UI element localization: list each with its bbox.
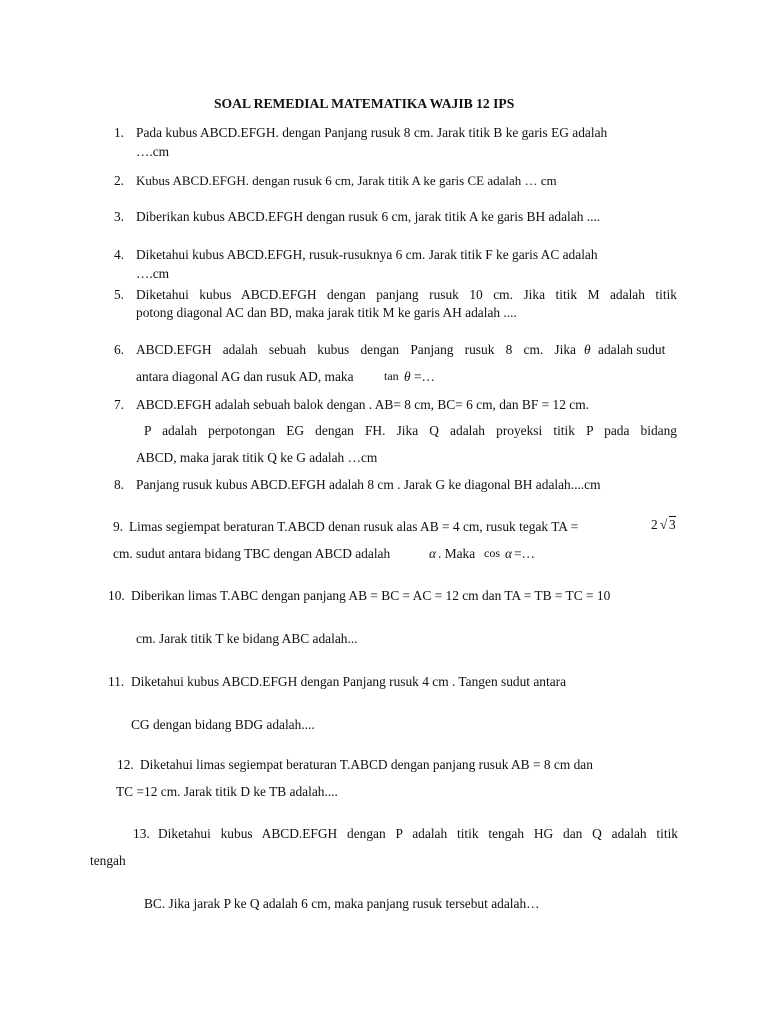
q9-radicand: 3: [669, 517, 676, 532]
q7-line2: P adalah perpotongan EG dengan FH. Jika Q adalah proyeksi titik P pada bidang: [144, 423, 677, 438]
q1-line2: ….cm: [136, 144, 170, 159]
q9-alpha-2: α: [505, 546, 513, 561]
q10-number: 10.: [108, 588, 125, 603]
q2-line1: Kubus ABCD.EFGH. dengan rusuk 6 cm, Jarak titik A ke garis CE adalah … cm: [136, 173, 557, 188]
q5-number: 5.: [113, 287, 124, 302]
q8-line1: Panjang rusuk kubus ABCD.EFGH adalah 8 cm . Jarak G ke diagonal BH adalah....cm: [136, 477, 601, 492]
q9-line1: Limas segiempat beraturan T.ABCD denan rusuk alas AB = 4 cm, rusuk tegak TA =: [129, 519, 579, 534]
q6-tan: tan: [384, 369, 399, 383]
q5-line1: Diketahui kubus ABCD.EFGH dengan panjang rusuk 10 cm. Jika titik M adalah titik: [136, 287, 677, 302]
q6-line1: ABCD.EFGH adalah sebuah kubus dengan Panjang rusuk 8 cm. Jika: [136, 342, 576, 357]
q9-alpha: α: [429, 546, 437, 561]
q11-line1: Diketahui kubus ABCD.EFGH dengan Panjang rusuk 4 cm . Tangen sudut antara: [131, 674, 567, 689]
theta-symbol: θ: [584, 342, 591, 357]
q8-number: 8.: [113, 477, 124, 492]
q6-line1-end: adalah sudut: [598, 342, 666, 357]
q1-line1: Pada kubus ABCD.EFGH. dengan Panjang rusuk 8 cm. Jarak titik B ke garis EG adalah: [136, 125, 608, 140]
q13-number: 13.: [133, 826, 150, 841]
q10-line2: cm. Jarak titik T ke bidang ABC adalah...: [136, 631, 358, 646]
q12-number: 12.: [117, 757, 134, 772]
q10-line1: Diberikan limas T.ABC dengan panjang AB = BC = AC = 12 cm dan TA = TB = TC = 10: [131, 588, 611, 603]
q4-line1: Diketahui kubus ABCD.EFGH, rusuk-rusuknya 6 cm. Jarak titik F ke garis AC adalah: [136, 247, 598, 262]
q5-line2: potong diagonal AC dan BD, maka jarak titik M ke garis AH adalah ....: [136, 305, 517, 320]
q6-theta: θ: [404, 369, 411, 384]
q3-number: 3.: [113, 209, 124, 224]
q12-line1: Diketahui limas segiempat beraturan T.ABCD dengan panjang rusuk AB = 8 cm dan: [140, 757, 593, 772]
q4-number: 4.: [113, 247, 124, 262]
q13-line1: Diketahui kubus ABCD.EFGH dengan P adalah titik tengah HG dan Q adalah titik: [158, 826, 678, 841]
q1-number: 1.: [113, 125, 124, 140]
q7-line3: ABCD, maka jarak titik Q ke G adalah …cm: [136, 450, 378, 465]
q3-line1: Diberikan kubus ABCD.EFGH dengan rusuk 6 cm, jarak titik A ke garis BH adalah ....: [136, 209, 601, 224]
document-title: SOAL REMEDIAL MATEMATIKA WAJIB 12 IPS: [214, 96, 515, 111]
q9-coefficient: 2: [651, 517, 658, 532]
q11-line2: CG dengan bidang BDG adalah....: [131, 717, 315, 732]
q6-line2: antara diagonal AG dan rusuk AD, maka: [136, 369, 354, 384]
q4-line2: ….cm: [136, 266, 170, 281]
sqrt-symbol: √: [660, 517, 668, 532]
q13-line2: tengah: [90, 853, 126, 868]
q9-line2: cm. sudut antara bidang TBC dengan ABCD adalah: [113, 546, 391, 561]
q9-number: 9.: [113, 519, 124, 534]
q6-number: 6.: [113, 342, 124, 357]
q11-number: 11.: [108, 674, 125, 689]
q9-equals: =…: [514, 546, 535, 561]
q13-line3: BC. Jika jarak P ke Q adalah 6 cm, maka panjang rusuk tersebut adalah…: [144, 896, 540, 911]
q2-number: 2.: [113, 173, 124, 188]
q9-maka: . Maka: [438, 546, 476, 561]
q12-line2: TC =12 cm. Jarak titik D ke TB adalah....: [116, 784, 338, 799]
q9-cos: cos: [484, 546, 500, 560]
q7-line1: ABCD.EFGH adalah sebuah balok dengan . AB= 8 cm, BC= 6 cm, dan BF = 12 cm.: [136, 397, 589, 412]
q7-number: 7.: [113, 397, 124, 412]
q6-equals: =…: [414, 369, 435, 384]
